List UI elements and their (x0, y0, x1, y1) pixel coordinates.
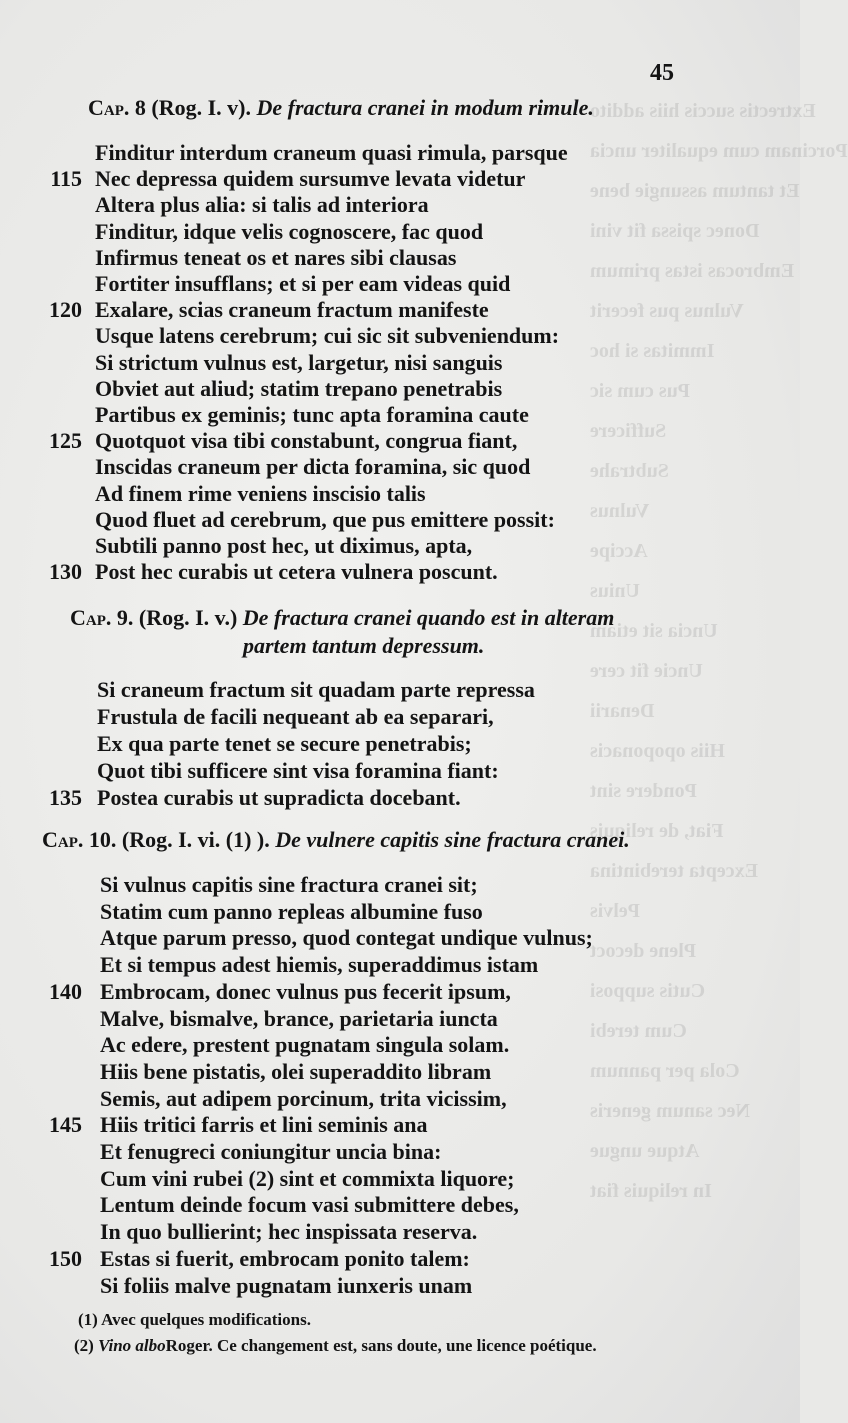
verse-line (0, 1006, 800, 1032)
verse-line (0, 559, 800, 585)
section-title: De vulnere capitis sine fractura cranei. (275, 827, 630, 852)
bleed-through-line: Donec spissa fit vini (590, 220, 760, 242)
bleed-through-line: Uncie fit cere (590, 660, 703, 682)
verse-text: Si craneum fractum sit quadam parte repressa (97, 677, 535, 702)
bleed-through-line: Pelvis (590, 900, 640, 922)
verse-line (0, 1032, 800, 1058)
bleed-through-line: Embrocas istas primum (590, 260, 795, 282)
verse-line (0, 952, 800, 978)
footnote-text: Roger. Ce changement est, sans doute, une licence poétique. (165, 1336, 597, 1355)
bleed-through-line: Nec sanum generis (590, 1100, 750, 1122)
verse-line (0, 428, 800, 454)
footnote-1 (78, 1310, 311, 1330)
section-heading-cap-8 (88, 95, 594, 121)
section-title-continued: partem tantum depressum. (243, 633, 485, 658)
bleed-through-line: Subtrahe (590, 460, 669, 482)
bleed-through-line: Vulnus pus fecerit (590, 300, 744, 322)
verse-text: Inscidas craneum per dicta foramina, sic quod (95, 454, 531, 480)
verse-text: Si strictum vulnus est, largetur, nisi sanguis (95, 349, 503, 375)
bleed-through-line: Et tantum assungie bene (590, 180, 800, 202)
verse-line (0, 925, 800, 951)
verse-text: In quo bullierint; hec inspissata reserva. (100, 1219, 478, 1245)
verse-line (0, 376, 800, 402)
line-number: 115 (50, 166, 82, 192)
bleed-through-line: In reliquis fiat (590, 1180, 712, 1202)
verse-line (0, 731, 800, 757)
bleed-through-line: Extrectis succis hiis addito (590, 100, 816, 122)
verse-text: Statim cum panno repleas albumine fuso (100, 898, 483, 924)
line-number: 150 (49, 1245, 82, 1271)
bleed-through-line: Hiis opoponacis (590, 740, 726, 762)
verse-text: Semis, aut adipem porcinum, trita vicissim, (100, 1085, 507, 1111)
verse-line (0, 704, 800, 730)
verse-text: Quod fluet ad cerebrum, que pus emittere possit: (95, 506, 555, 532)
verse-line (0, 402, 800, 428)
section-title: De fractura cranei in modum rimule. (256, 95, 594, 120)
verse-text: Subtili panno post hec, ut diximus, apta, (95, 533, 473, 558)
verse-line (0, 481, 800, 507)
verse-line (0, 166, 800, 192)
verse-text: Partibus ex geminis; tunc apta foramina caute (95, 402, 529, 427)
verse-text: Quot tibi sufficere sint visa foramina fiant: (97, 758, 499, 783)
bleed-through-line: Pondere sint (590, 780, 697, 802)
verse-text: Embrocam, donec vulnus pus fecerit ipsum, (100, 978, 511, 1004)
verse-line (0, 454, 800, 480)
bleed-through-line: Atque ungue (590, 1140, 700, 1162)
verse-text: Ex qua parte tenet se secure penetrabis; (97, 731, 472, 756)
verse-line (0, 1086, 800, 1112)
footnote-2 (74, 1336, 597, 1356)
line-number: 145 (49, 1112, 82, 1138)
bleed-through-line: Unius (590, 580, 641, 602)
verse-line (0, 507, 800, 533)
footnote-mark: (1) (78, 1310, 98, 1329)
verse-text: Frustula de facili nequeant ab ea separari, (97, 704, 494, 729)
bleed-through-line: Porcinam cum equaliter uncia (590, 140, 848, 162)
verse-line (0, 1219, 800, 1245)
bleed-through-line: Uncia sit etiam (590, 620, 718, 642)
verse-line (0, 245, 800, 271)
footnote-italic: Vino albo (98, 1336, 166, 1355)
verse-text: Hiis bene pistatis, olei superaddito libram (100, 1058, 492, 1084)
verse-line (0, 979, 800, 1005)
verse-text: Infirmus teneat os et nares sibi clausas (95, 244, 457, 270)
footnote-text: Avec quelques modifications. (101, 1310, 311, 1329)
verse-text: Si foliis malve pugnatam iunxeris unam (100, 1272, 473, 1298)
bleed-through-line: Sufficere (590, 420, 667, 442)
verse-line (0, 1273, 800, 1299)
bleed-through-line: Immitas si hoc (590, 340, 715, 362)
verse-text: Et si tempus adest hiemis, superaddimus istam (100, 952, 539, 978)
cap-label: Cap. 9. (70, 605, 134, 630)
verse-line (0, 1139, 800, 1165)
page-number: 45 (650, 60, 674, 86)
bleed-through-line: Cutis supposi (590, 980, 706, 1002)
verse-text: Finditur interdum craneum quasi rimula, parsque (95, 140, 568, 165)
verse-line (0, 758, 800, 784)
verse-line (0, 1246, 800, 1272)
line-number: 130 (49, 559, 82, 585)
verse-line (0, 271, 800, 297)
verse-line (0, 297, 800, 323)
section-heading-cap-10 (42, 827, 630, 853)
verse-text: Lentum deinde focum vasi submittere debes, (100, 1192, 519, 1218)
verse-text: Estas si fuerit, embrocam ponito talem: (100, 1245, 470, 1271)
bleed-through-line: Accipe (590, 540, 648, 562)
verse-line (0, 899, 800, 925)
bleed-through-line: Pus cum sic (590, 380, 690, 402)
cap-label: Cap. 8 (88, 95, 146, 120)
section-title: De fractura cranei quando est in alteram (242, 605, 615, 630)
verse-text: Atque parum presso, quod contegat undique vulnus; (100, 925, 593, 951)
verse-text: Fortiter insufflans; et si per eam videas quid (95, 271, 511, 296)
verse-text: Ad finem rime veniens inscisio talis (95, 480, 426, 506)
verse-line (0, 1192, 800, 1218)
verse-line (0, 785, 800, 811)
verse-line (0, 533, 800, 559)
bleed-through-line: Cola per pannum (590, 1060, 740, 1082)
cap-label: Cap. 10. (42, 827, 117, 852)
verse-text: Altera plus alia: si talis ad interiora (95, 192, 429, 218)
verse-text: Exalare, scias craneum fractum manifeste (95, 297, 489, 323)
verse-line (0, 1112, 800, 1138)
verse-text: Usque latens cerebrum; cui sic sit subveniendum: (95, 323, 560, 349)
bleed-through-line: Plene decoct (590, 940, 697, 962)
verse-line (0, 192, 800, 218)
verse-text: Et fenugreci coniungitur uncia bina: (100, 1139, 442, 1164)
verse-text: Cum vini rubei (2) sint et commixta liquore; (100, 1165, 515, 1191)
verse-text: Ac edere, prestent pugnatam singula solam. (100, 1032, 510, 1058)
verse-text: Nec depressa quidem sursumve levata videtur (95, 166, 526, 192)
section-heading-cap-9 (70, 605, 614, 631)
bleed-through-line: Cum terebi (590, 1020, 687, 1042)
verse-text: Postea curabis ut supradicta docebant. (97, 785, 461, 810)
verse-text: Post hec curabis ut cetera vulnera poscunt. (95, 559, 498, 585)
line-number: 140 (49, 978, 82, 1004)
rog-reference: (Rog. I. vi. (1) ). (121, 827, 270, 852)
verse-text: Malve, bismalve, brance, parietaria iuncta (100, 1005, 498, 1031)
verse-text: Finditur, idque velis cognoscere, fac quod (95, 218, 484, 244)
line-number: 120 (49, 297, 82, 323)
footnote-mark: (2) (74, 1336, 94, 1355)
verse-line (0, 677, 800, 703)
bleed-through-line: Excepta terebintina (590, 860, 758, 882)
rog-reference: (Rog. I. v.) (138, 605, 238, 630)
verse-line (0, 140, 800, 166)
verse-line (0, 1059, 800, 1085)
verse-line (0, 323, 800, 349)
bleed-through-line: Vulnus (590, 500, 650, 522)
verse-line (0, 350, 800, 376)
verse-line (0, 1166, 800, 1192)
bleed-through-line: Denarii (590, 700, 655, 722)
bleed-through-line: Fiat, de reliquis (590, 820, 724, 842)
line-number: 135 (49, 785, 82, 810)
verse-text: Quotquot visa tibi constabunt, congrua fiant, (95, 428, 518, 454)
verse-text: Si vulnus capitis sine fractura cranei sit; (100, 872, 478, 897)
line-number: 125 (49, 428, 82, 454)
verse-line (0, 219, 800, 245)
rog-reference: (Rog. I. v). (151, 95, 251, 120)
verse-text: Obviet aut aliud; statim trepano penetrabis (95, 375, 503, 401)
verse-line (0, 872, 800, 898)
verse-text: Hiis tritici farris et lini seminis ana (100, 1112, 428, 1138)
